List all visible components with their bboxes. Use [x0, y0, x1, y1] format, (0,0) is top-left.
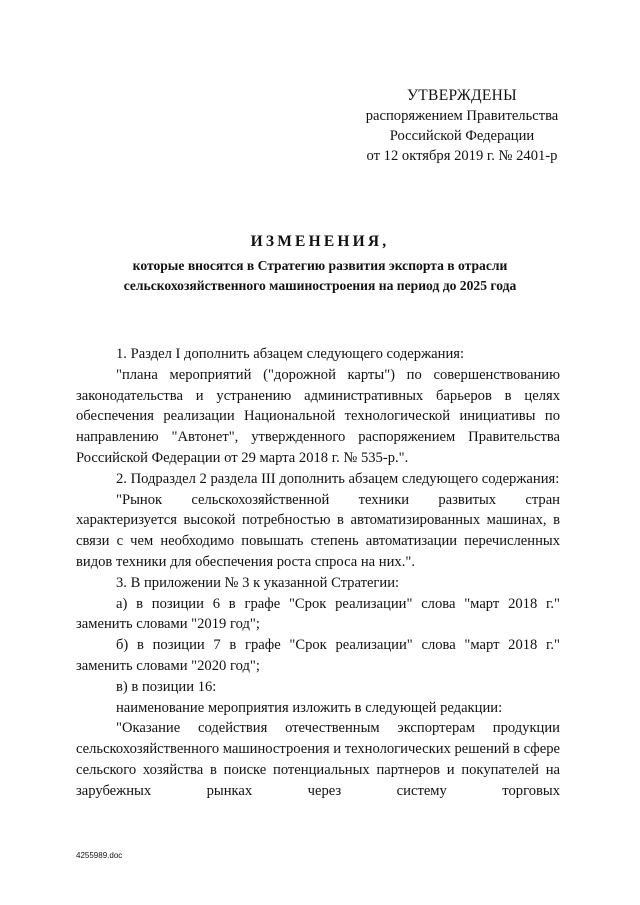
paragraph-2: "плана мероприятий ("дорожной карты") по совершенствованию законодательства и устранению административных барьеров в целях обеспечения реализации Национальной технологической инициативы по направлению "Автонет", утвержденного распоряжением Правительства Российской Федерации от 29 марта 2018 г. № 535-р.". [76, 366, 560, 466]
approval-line-1: распоряжением Правительства [365, 108, 559, 124]
document-subtitle [60, 256, 580, 296]
paragraph-3: 2. Подраздел 2 раздела III дополнить абзацем следующего содержания: [116, 470, 560, 487]
paragraph-1: 1. Раздел I дополнить абзацем следующего содержания: [116, 346, 465, 362]
paragraph-8: в) в позиции 16: [116, 678, 217, 695]
paragraph-6: а) в позиции 6 в графе "Срок реализации" слова "март 2018 г." заменить словами "2019 год"; [76, 595, 560, 633]
paragraph-5: 3. В приложении № 3 к указанной Стратегии: [116, 574, 400, 591]
subtitle-line-1: которые вносятся в Стратегию развития экспорта в отрасли [132, 258, 508, 273]
paragraph-9: наименование мероприятия изложить в следующей редакции: [116, 699, 503, 716]
paragraph-10: "Оказание содействия отечественным экспортерам продукции сельскохозяйственного машиностроения и технологических решений в сфере сельского хозяйства в поиске потенциальных партнеров и покупателей на зарубежных рынках через систему торговых [76, 720, 560, 799]
document-body [76, 344, 560, 802]
subtitle-line-2: сельскохозяйственного машиностроения на период до 2025 года [123, 278, 517, 293]
approval-line-2: Российской Федерации [389, 128, 535, 144]
paragraph-4: "Рынок сельскохозяйственной техники развитых стран характеризуется высокой потребностью в автоматизированных машинах, в связи с чем необходимо повышать степень автоматизации перечисленных видов техники для обеспечения роста спроса на них.". [76, 491, 560, 570]
approval-title: УТВЕРЖДЕНЫ [407, 87, 517, 104]
approval-date-number: от 12 октября 2019 г. № 2401-р [366, 148, 558, 164]
paragraph-7: б) в позиции 7 в графе "Срок реализации" слова "март 2018 г." заменить словами "2020 год"; [76, 637, 560, 674]
footer-file-name: 4255989.doc [76, 851, 123, 860]
approval-block [344, 86, 580, 166]
document-title: ИЗМЕНЕНИЯ, [250, 233, 390, 250]
